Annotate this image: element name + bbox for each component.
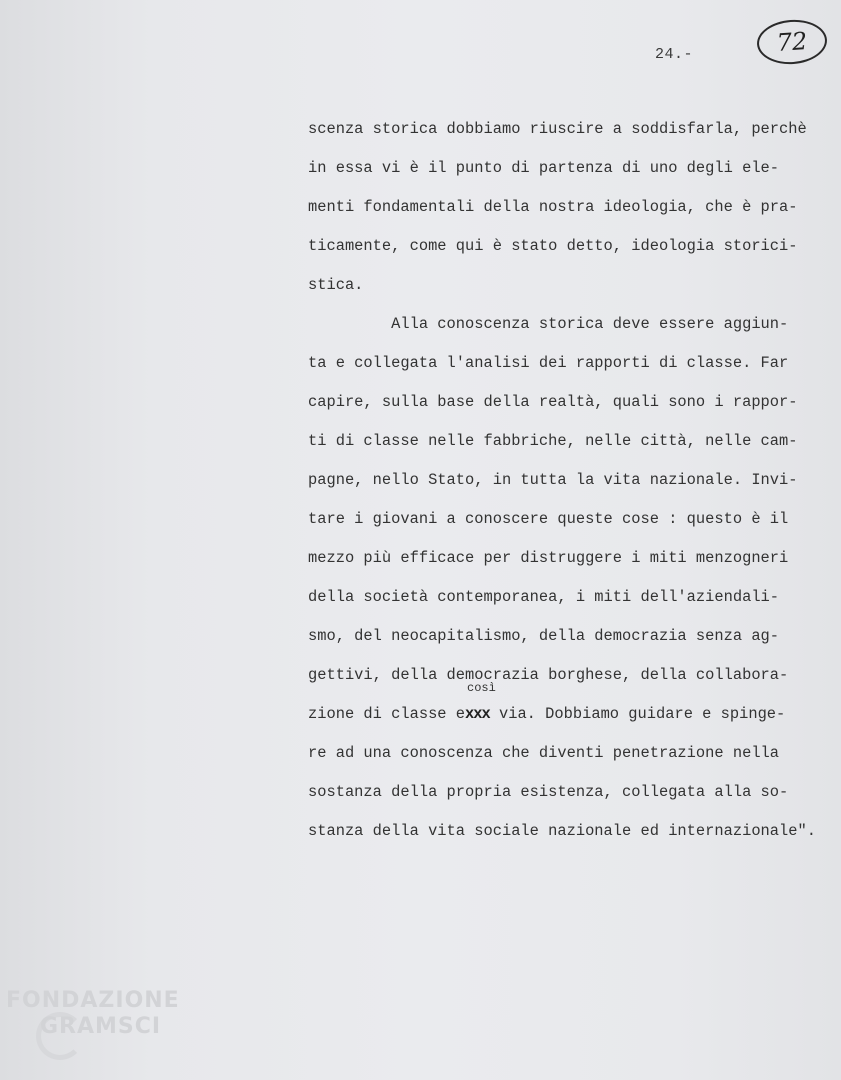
text-line: ticamente, come qui è stato detto, ideologia storici- — [308, 237, 798, 255]
text-line: in essa vi è il punto di partenza di uno degli ele- — [308, 159, 780, 177]
folio-number: 72 — [775, 26, 809, 58]
text-line: re ad una conoscenza che diventi penetrazione nella — [308, 744, 780, 762]
text-line: Alla conoscenza storica deve essere aggiun- — [308, 315, 789, 333]
inserted-word: così — [467, 681, 496, 695]
struck-word: xxx — [465, 705, 490, 723]
text-line: tare i giovani a conoscere queste cose : questo è il — [308, 510, 789, 528]
text-segment: zione di classe e — [308, 705, 466, 723]
folio-stamp — [756, 18, 829, 67]
page-number: 24.- — [655, 46, 694, 63]
watermark-line: FONDAZIONE — [6, 988, 180, 1013]
text-line: scenza storica dobbiamo riuscire a soddisfarla, perchè — [308, 120, 807, 138]
typed-text-body — [308, 110, 833, 851]
text-line: della società contemporanea, i miti dell'aziendali- — [308, 588, 780, 606]
typed-correction — [465, 681, 496, 734]
text-line: ta e collegata l'analisi dei rapporti di classe. Far — [308, 354, 789, 372]
text-line: menti fondamentali della nostra ideologia, che è pra- — [308, 198, 798, 216]
text-segment: via. Dobbiamo guidare e spinge- — [489, 705, 786, 723]
text-line: gettivi, della democrazia borghese, della collabora- — [308, 666, 789, 684]
text-line: mezzo più efficace per distruggere i miti menzogneri — [308, 549, 789, 567]
watermark-line: GRAMSCI — [40, 1014, 162, 1039]
text-line: pagne, nello Stato, in tutta la vita nazionale. Invi- — [308, 471, 798, 489]
watermark — [6, 988, 216, 1040]
text-line: stanza della vita sociale nazionale ed internazionale". — [308, 822, 816, 840]
text-line: smo, del neocapitalismo, della democrazia senza ag- — [308, 627, 780, 645]
text-line: ti di classe nelle fabbriche, nelle città, nelle cam- — [308, 432, 798, 450]
text-line: stica. — [308, 276, 364, 294]
text-line-with-correction — [308, 681, 833, 734]
text-line: capire, sulla base della realtà, quali sono i rappor- — [308, 393, 798, 411]
text-line: sostanza della propria esistenza, collegata alla so- — [308, 783, 789, 801]
